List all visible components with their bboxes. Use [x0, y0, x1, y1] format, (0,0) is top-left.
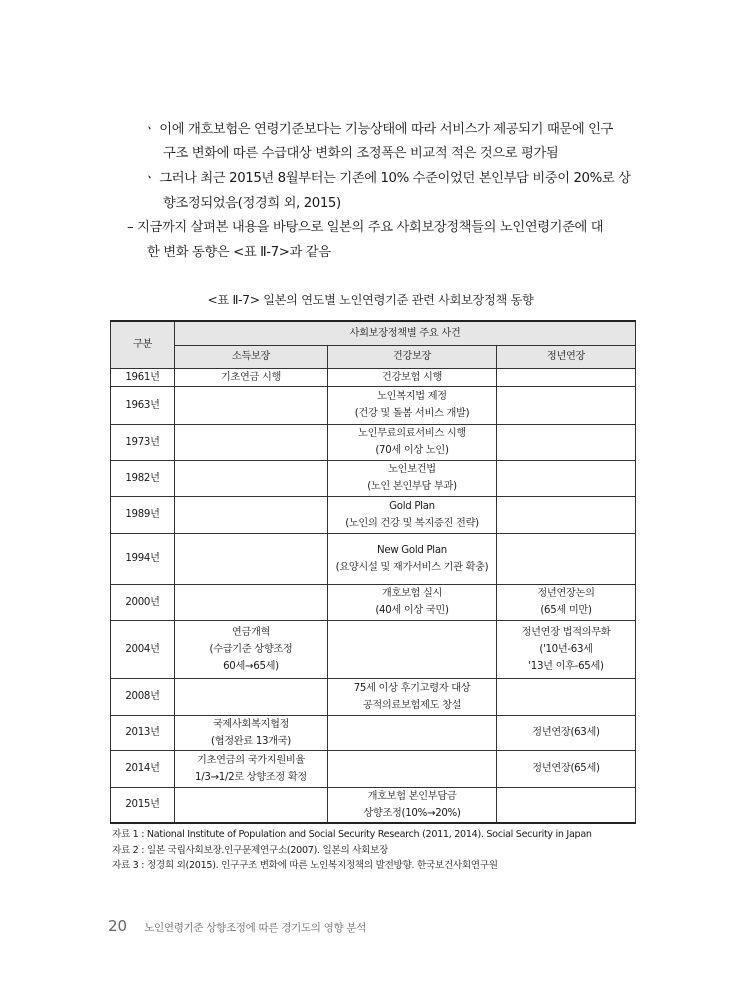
- health-cell: [328, 715, 497, 750]
- header-retirement: 정년연장: [497, 345, 636, 368]
- health-cell-line: 상향조정(10%→20%): [363, 807, 461, 819]
- health-cell-line: 노인복지법 제정: [377, 391, 447, 402]
- year-cell: 1963년: [111, 386, 175, 424]
- income-cell-line: 1/3→1/2로 상향조정 확정: [195, 771, 307, 783]
- health-cell-line: 노인무료의료서비스 시행: [358, 428, 466, 439]
- year-cell: 2015년: [111, 787, 175, 823]
- table-row: [111, 715, 636, 750]
- page-footer: [108, 916, 366, 935]
- health-cell: [328, 678, 497, 715]
- source-2: 자료 2 : 일본 국립사회보장.인구문제연구소(2007). 일본의 사회보장: [112, 844, 389, 856]
- dash-line-2: 한 변화 동향은 <표 Ⅱ-7>과 같음: [147, 245, 331, 260]
- health-cell-line: (70세 이상 노인): [375, 445, 449, 456]
- health-cell: [328, 620, 497, 678]
- header-category: 구분: [111, 321, 175, 368]
- health-cell-line: (40세 이상 국민): [375, 605, 449, 616]
- income-cell: [175, 460, 328, 496]
- bullet-line-1: ㆍ 이에 개호보험은 연령기준보다는 기능상태에 따라 서비스가 제공되기 때문에 인구: [143, 122, 614, 137]
- health-cell: [328, 787, 497, 823]
- table-body: [111, 368, 636, 823]
- income-cell: [175, 386, 328, 424]
- retirement-cell-line: 정년연장논의: [537, 588, 595, 599]
- retirement-cell-line: ('10년-63세: [539, 643, 593, 655]
- health-cell-line: 노인보건법: [388, 464, 436, 475]
- year-cell: 1973년: [111, 424, 175, 460]
- year-cell: 1994년: [111, 533, 175, 584]
- retirement-cell: [497, 620, 636, 678]
- income-cell-line: 국제사회복지협정: [212, 718, 290, 730]
- table-row: [111, 368, 636, 386]
- header-income: 소득보장: [175, 345, 328, 368]
- health-cell: [328, 368, 497, 386]
- source-3: 자료 3 : 정경희 외(2015). 인구구조 변화에 따른 노인복지정책의 발전방향. 한국보건사회연구원: [112, 860, 498, 871]
- income-cell: [175, 750, 328, 787]
- year-cell: 2000년: [111, 584, 175, 620]
- year-cell: 2014년: [111, 750, 175, 787]
- year-cell: 2004년: [111, 620, 175, 678]
- retirement-cell: [497, 460, 636, 496]
- source-1: 자료 1 : National Institute of Population and Social Security Research (2011, 2014). Social Security in Japan: [112, 829, 592, 840]
- income-cell: [175, 678, 328, 715]
- income-cell: [175, 715, 328, 750]
- table-row: [111, 678, 636, 715]
- health-cell-line: (요양시설 및 재가서비스 기관 확충): [335, 561, 489, 573]
- sources: [112, 827, 592, 874]
- income-cell-line: (수급기준 상향조정: [209, 643, 293, 655]
- retirement-cell: [497, 496, 636, 533]
- health-cell: [328, 424, 497, 460]
- retirement-cell: [497, 584, 636, 620]
- income-cell: [175, 496, 328, 533]
- table-row: [111, 750, 636, 787]
- dash-line-1: – 지금까지 살펴본 내용을 바탕으로 일본의 주요 사회보장정책들의 노인연령기준에 대: [127, 220, 604, 235]
- health-cell-line: Gold Plan: [389, 500, 435, 512]
- retirement-cell: [497, 533, 636, 584]
- table-row: [111, 584, 636, 620]
- income-cell-line: 60세→65세): [223, 660, 279, 672]
- health-cell-line: 개호보험 본인부담금: [367, 790, 457, 802]
- income-cell-line: (협정완료 13개국): [211, 735, 291, 747]
- year-cell: 1989년: [111, 496, 175, 533]
- bullet-line-3: ㆍ 그러나 최근 2015년 8월부터는 기존에 10% 수준이었던 본인부담 비중이 20%로 상: [143, 171, 631, 186]
- retirement-cell-line: 정년연장 법적의무화: [521, 626, 611, 638]
- health-cell: [328, 496, 497, 533]
- table-caption: <표 Ⅱ-7> 일본의 연도별 노인연령기준 관련 사회보장정책 동향: [207, 293, 534, 307]
- health-cell-line: 개호보험 실시: [381, 588, 443, 599]
- health-cell-line: 공적의료보험제도 창설: [362, 699, 462, 711]
- footer-title: 노인연령기준 상향조정에 따른 경기도의 영향 분석: [144, 922, 367, 934]
- retirement-cell: [497, 715, 636, 750]
- health-cell-line: (건강 및 돌봄 서비스 개발): [354, 408, 470, 419]
- health-cell: [328, 533, 497, 584]
- retirement-cell: [497, 386, 636, 424]
- income-cell-line: 기초연금의 국가지원비율: [197, 754, 305, 766]
- income-cell: [175, 424, 328, 460]
- header-health: 건강보장: [328, 345, 497, 368]
- year-cell: 1961년: [111, 368, 175, 386]
- retirement-cell-line: '13년 이후-65세): [528, 660, 604, 672]
- health-cell: [328, 584, 497, 620]
- bullet-line-2: 구조 변화에 따른 수급대상 변화의 조정폭은 비교적 적은 것으로 평가됨: [163, 146, 559, 161]
- policy-table: [110, 320, 636, 824]
- year-cell: 2013년: [111, 715, 175, 750]
- year-cell: 1982년: [111, 460, 175, 496]
- health-cell-line: New Gold Plan: [377, 544, 447, 556]
- income-cell: [175, 368, 328, 386]
- table-row: [111, 620, 636, 678]
- header-group-title: 사회보장정책별 주요 사건: [175, 321, 636, 345]
- income-cell-line: 연금개혁: [231, 626, 271, 638]
- table-row: [111, 787, 636, 823]
- health-cell-line: (노인 본인부담 부과): [367, 481, 457, 492]
- retirement-cell: [497, 424, 636, 460]
- income-cell: [175, 533, 328, 584]
- table-row: [111, 533, 636, 584]
- income-cell: [175, 584, 328, 620]
- table-row: [111, 496, 636, 533]
- retirement-cell-line: 정년연장(65세): [532, 763, 600, 774]
- retirement-cell: [497, 678, 636, 715]
- health-cell: [328, 460, 497, 496]
- health-cell-line: 75세 이상 후기고령자 대상: [353, 682, 471, 694]
- income-cell: [175, 787, 328, 823]
- year-cell: 2008년: [111, 678, 175, 715]
- bullet-line-4: 향조정되었음(정경희 외, 2015): [163, 196, 341, 211]
- retirement-cell-line: 정년연장(63세): [532, 727, 600, 738]
- income-cell: [175, 620, 328, 678]
- page-number: 20: [108, 917, 128, 935]
- health-cell-line: (노인의 건강 및 복지증진 전략): [345, 517, 479, 529]
- health-cell: [328, 386, 497, 424]
- retirement-cell: [497, 787, 636, 823]
- retirement-cell-line: (65세 미만): [540, 605, 592, 616]
- health-cell-line: 건강보험 시행: [381, 371, 443, 383]
- table-row: [111, 424, 636, 460]
- health-cell: [328, 750, 497, 787]
- table-row: [111, 460, 636, 496]
- retirement-cell: [497, 368, 636, 386]
- income-cell-line: 기초연금 시행: [220, 371, 282, 383]
- table-row: [111, 386, 636, 424]
- retirement-cell: [497, 750, 636, 787]
